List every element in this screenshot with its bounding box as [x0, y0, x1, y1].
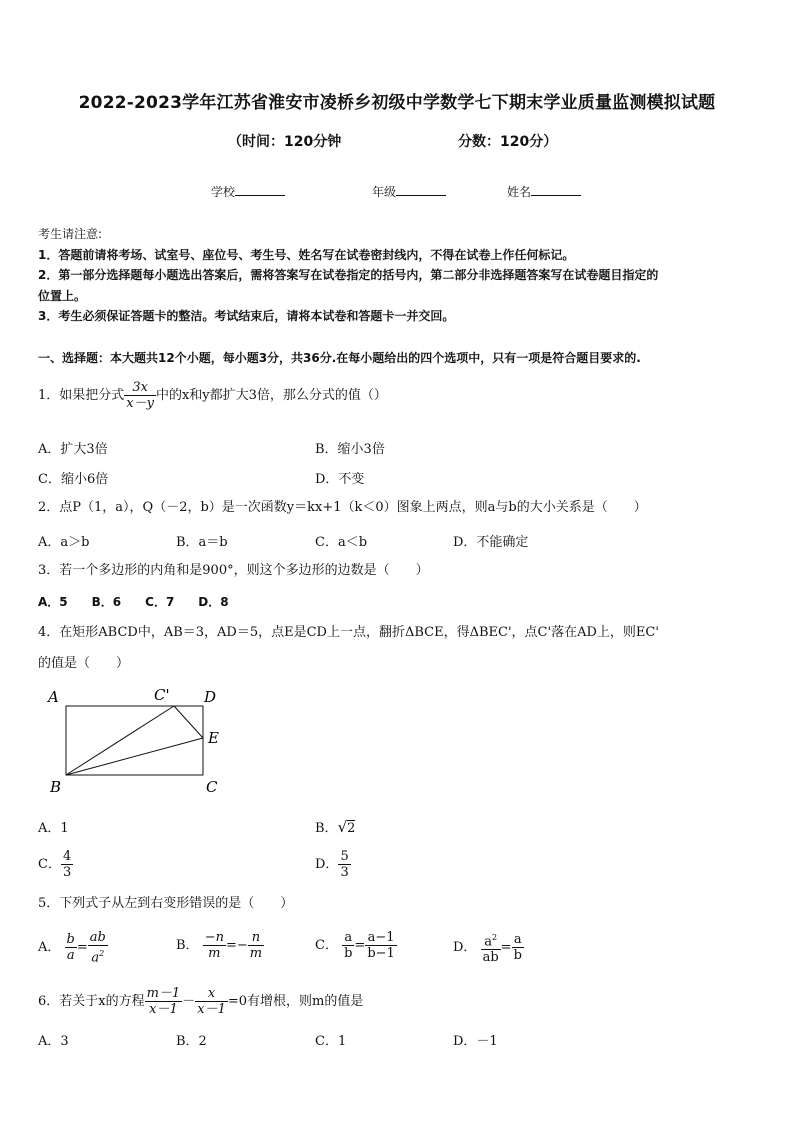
- grade-field: 年级: [372, 183, 446, 200]
- label-a: A: [48, 688, 59, 706]
- q6-f2-num: x: [195, 986, 228, 1002]
- q5-c-label: C．: [315, 938, 338, 953]
- label-c-prime: C': [154, 686, 170, 704]
- q5-option-d[interactable]: D． $\frac{a^2}{ab}$ = $\frac{a}{b}$: [453, 930, 524, 965]
- grade-blank[interactable]: [396, 184, 446, 196]
- question-4-line1: 4．在矩形ABCD中，AB＝3，AD＝5，点E是CD上一点，翻折ΔBCE，得ΔBEC'，点C'落在AD上，则EC': [38, 625, 659, 640]
- q1-option-d[interactable]: D．不变: [315, 472, 365, 487]
- label-d: D: [204, 688, 217, 706]
- q4-option-b-radicand: 2: [347, 821, 356, 836]
- q1-option-a[interactable]: A．扩大3倍: [38, 442, 108, 457]
- q4-c-den: 3: [62, 865, 72, 880]
- q2-option-b[interactable]: B．a＝b: [176, 535, 228, 550]
- q5-option-b[interactable]: B． $\frac{-n}{m}$ =− $\frac{n}{m}$: [176, 930, 263, 961]
- question-4-line2: 的值是（ ）: [38, 656, 130, 671]
- label-c: C: [206, 778, 218, 796]
- note-item: 2．第一部分选择题每小题选出答案后，需将答案写在试卷指定的括号内，第二部分非选择题答案写在试卷题目指定的: [38, 268, 659, 282]
- exam-time: （时间：120分钟: [228, 134, 342, 150]
- segment-bc-prime: [66, 706, 174, 775]
- candidate-notes: [38, 224, 760, 327]
- q6-option-d[interactable]: D．－1: [453, 1034, 498, 1049]
- q2-option-c[interactable]: C．a＜b: [315, 535, 368, 550]
- q6-option-a[interactable]: A．3: [38, 1034, 69, 1049]
- q1-fraction-den: x－y: [126, 396, 154, 411]
- q3-options[interactable]: A．5 B．6 C．7 D．8: [38, 595, 229, 609]
- q4-option-b[interactable]: [315, 817, 355, 836]
- q4-option-a[interactable]: A．1: [38, 821, 69, 836]
- q5-a-label: A．: [38, 940, 61, 956]
- q1-text-pre: 1．如果把分式: [38, 388, 125, 403]
- q6-text-post: =0有增根，则m的值是: [227, 994, 364, 1009]
- section-heading: 一、选择题：本大题共12个小题，每小题3分，共36分.在每小题给出的四个选项中，只有一项是符合题目要求的.: [38, 351, 641, 365]
- q5-option-c[interactable]: C． $\frac{a}{b}$ = $\frac{a-1}{b-1}$: [315, 930, 395, 961]
- q6-option-c[interactable]: C．1: [315, 1034, 347, 1049]
- q4-option-c-label: C．: [38, 857, 61, 872]
- question-2: 2．点P（1，a），Q（－2，b）是一次函数y＝kx+1（k＜0）图象上两点，则a与b的大小关系是（ ）: [38, 500, 647, 515]
- question-3: 3．若一个多边形的内角和是900°，则这个多边形的边数是（ ）: [38, 563, 429, 578]
- q4-d-den: 3: [340, 865, 349, 880]
- question-5: 5．下列式子从左到右变形错误的是（ ）: [38, 896, 294, 911]
- sqrt-symbol: √: [337, 818, 348, 836]
- school-field: 学校: [211, 183, 285, 200]
- school-blank[interactable]: [235, 184, 285, 196]
- q1-option-c[interactable]: C．缩小6倍: [38, 472, 109, 487]
- q4-d-num: 5: [340, 849, 349, 864]
- q4-option-d[interactable]: [315, 849, 351, 880]
- q5-d-label: D．: [453, 940, 477, 956]
- q1-text-post: 中的x和y都扩大3倍，那么分式的值（）: [155, 388, 387, 403]
- name-blank[interactable]: [531, 184, 581, 196]
- q6-option-b[interactable]: B．2: [176, 1034, 207, 1049]
- page-title: 2022-2023学年江苏省淮安市凌桥乡初级中学数学七下期末学业质量监测模拟试题: [78, 93, 716, 113]
- q4-option-b-label: B．: [315, 821, 338, 836]
- exam-score: 分数：120分）: [458, 134, 558, 150]
- q4-option-d-label: D．: [315, 857, 339, 872]
- rect-abcd: [66, 706, 203, 775]
- q4-option-c[interactable]: [38, 849, 73, 880]
- note-item: 位置上。: [38, 288, 87, 303]
- q5-option-a[interactable]: A． $\frac{b}{a}$ = $\frac{ab}{a^2}$: [38, 930, 106, 966]
- q6-f1-den: x－1: [149, 1002, 178, 1017]
- q6-text-pre: 6．若关于x的方程: [38, 994, 145, 1009]
- label-e: E: [208, 729, 219, 747]
- q6-f2-den: x－1: [197, 1002, 226, 1017]
- notes-heading: 考生请注意:: [38, 227, 103, 241]
- label-b: B: [50, 778, 62, 796]
- q2-option-a[interactable]: A．a＞b: [38, 535, 90, 550]
- name-field: 姓名: [507, 183, 581, 200]
- segment-c-prime-e: [174, 706, 203, 738]
- segment-be: [66, 738, 203, 775]
- q1-fraction: [124, 380, 156, 411]
- question-1: [38, 380, 387, 411]
- question-6: [38, 986, 363, 1017]
- q1-fraction-num: 3x: [124, 380, 156, 396]
- q4-c-num: 4: [62, 849, 72, 864]
- note-item: 3．考生必须保证答题卡的整洁。考试结束后，请将本试卷和答题卡一并交回。: [38, 309, 455, 323]
- note-item: 1．答题前请将考场、试室号、座位号、考生号、姓名写在试卷密封线内，不得在试卷上作任何标记。: [38, 247, 575, 262]
- q1-option-b[interactable]: B．缩小3倍: [315, 442, 385, 457]
- q6-minus: －: [182, 994, 196, 1009]
- q6-f1-num: m－1: [146, 986, 181, 1001]
- rectangle-diagram: [36, 682, 236, 797]
- q2-option-d[interactable]: D．不能确定: [453, 535, 529, 550]
- q5-b-label: B．: [176, 938, 199, 953]
